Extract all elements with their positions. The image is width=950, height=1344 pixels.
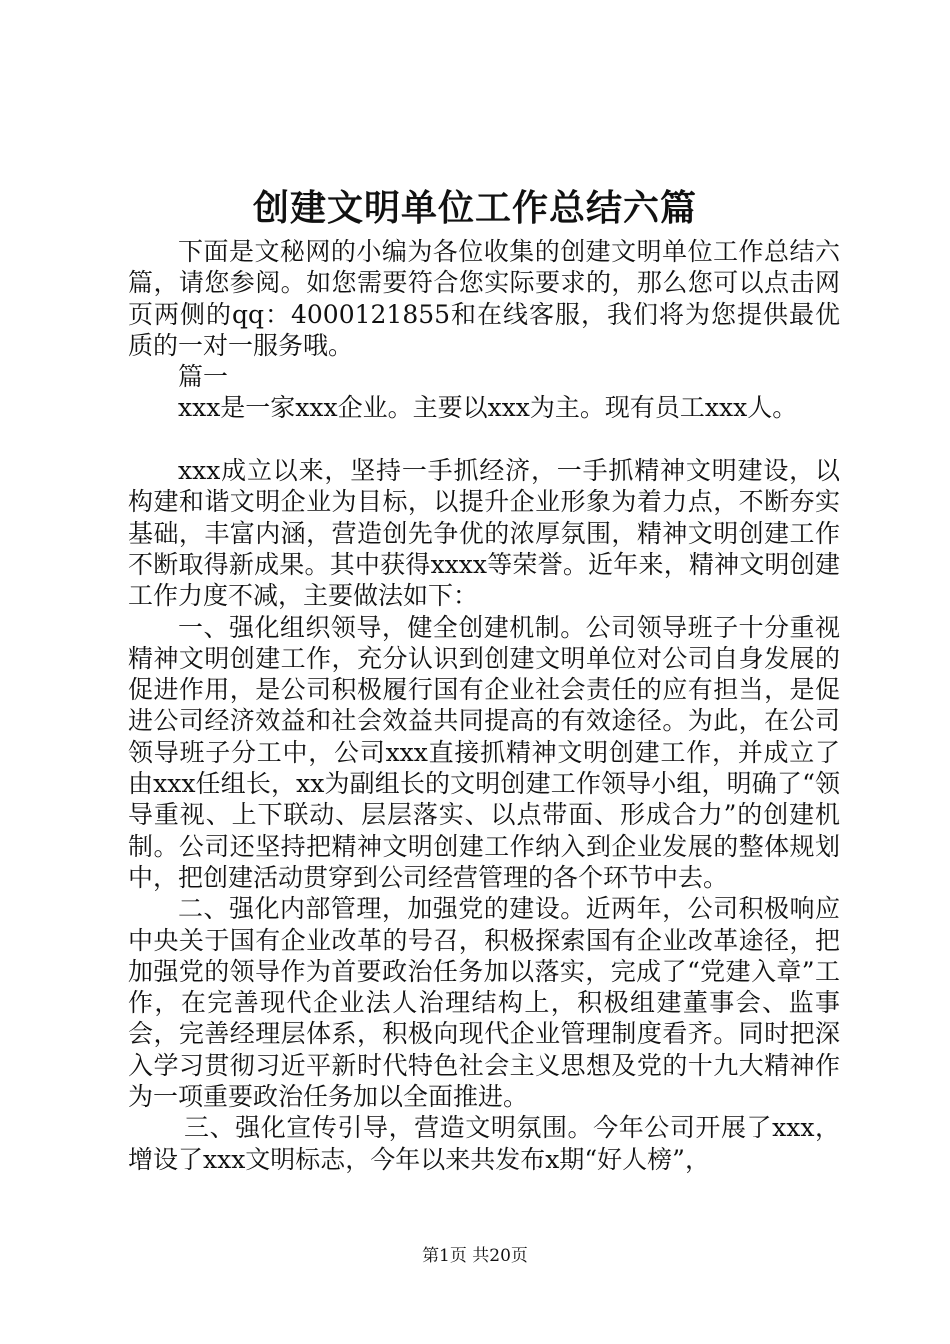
page-number-footer: 第1页 共20页 xyxy=(422,1246,528,1266)
document-title: 创建文明单位工作总结六篇 xyxy=(252,187,697,229)
point-one-paragraph: 一、强化组织领导，健全创建机制。公司领导班子十分重视精神文明创建工作，充分认识到创建文明单位对公司自身发展的促进作用，是公司积极履行国有企业社会责任的应有担当，是促进公司经济效益和社会效益共同提高的有效途径。为此，在公司领导班子分工中，公司xxx直接抓精神文明创建工作，并成立了由xxx任组长，xx为副组长的文明创建工作领导小组，明确了“领导重视、上下联动、层层落实、以点带面、形成合力”的创建机制。公司还坚持把精神文明创建工作纳入到企业发展的整体规划中，把创建活动贯穿到公司经营管理的各个环节中去。 xyxy=(128,612,840,892)
point-three-paragraph: 三、强化宣传引导，营造文明氛围。今年公司开展了xxx，增设了xxx文明标志，今年以来共发布x期“好人榜”， xyxy=(128,1113,840,1174)
blank-line xyxy=(128,424,840,455)
intro-paragraph: 下面是文秘网的小编为各位收集的创建文明单位工作总结六篇，请您参阅。如您需要符合您实际要求的，那么您可以点击网页两侧的qq：4000121855和在线客服，我们将为您提供最优质的一对一服务哦。 xyxy=(128,237,840,360)
point-two-paragraph: 二、强化内部管理，加强党的建设。近两年，公司积极响应中央关于国有企业改革的号召，积极探索国有企业改革途径，把加强党的领导作为首要政治任务加以落实，完成了“党建入章”工作，在完善现代企业法人治理结构上，积极组建董事会、监事会，完善经理层体系，积极向现代企业管理制度看齐。同时把深入学习贯彻习近平新时代特色社会主义思想及党的十九大精神作为一项重要政治任务加以全面推进。 xyxy=(128,894,840,1112)
section-heading-part-one: 篇一 xyxy=(178,362,229,392)
document-body xyxy=(128,236,840,1175)
overview-paragraph: xxx成立以来，坚持一手抓经济，一手抓精神文明建设，以构建和谐文明企业为目标，以提升企业形象为着力点，不断夯实基础，丰富内涵，营造创先争优的浓厚氛围，精神文明创建工作不断取得新成果。其中获得xxxx等荣誉。近年来，精神文明创建工作力度不减，主要做法如下： xyxy=(128,456,840,611)
company-summary-paragraph: xxx是一家xxx企业。主要以xxx为主。现有员工xxx人。 xyxy=(178,393,798,423)
